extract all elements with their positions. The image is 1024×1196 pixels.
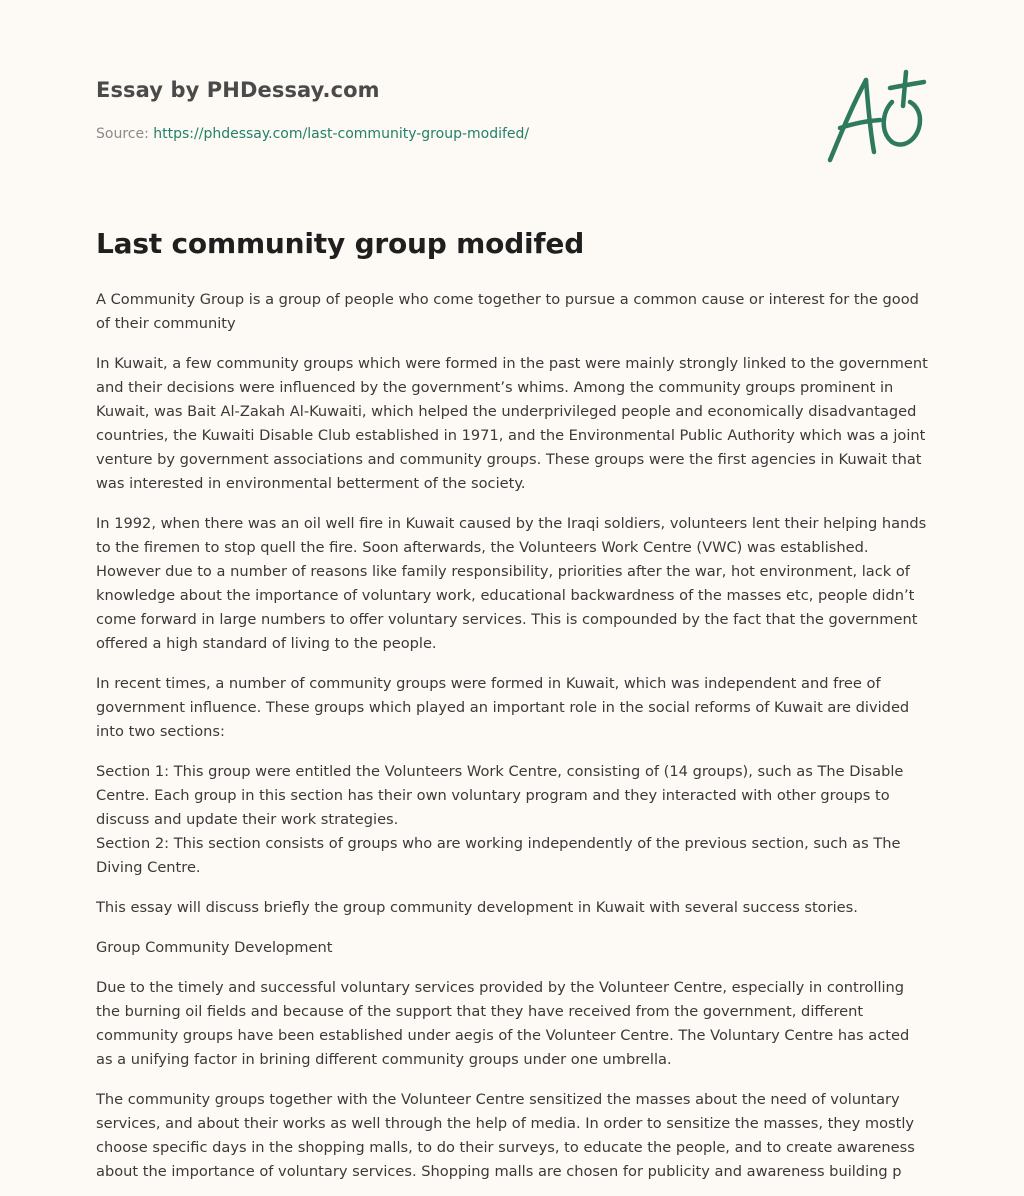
subheading: Group Community Development — [96, 939, 333, 956]
essay-paragraph: In recent times, a number of community groups were formed in Kuwait, which was independent and free of government influence. These groups which played an important role in the social reforms of Kuwait are divided into two sections: — [96, 675, 910, 740]
source-label: Source: — [96, 126, 149, 142]
site-brand: Essay by PHDessay.com — [96, 78, 380, 102]
essay-paragraph: In Kuwait, a few community groups which were formed in the past were mainly strongly linked to the government and their decisions were influenced by the government’s whims. Among the community groups prominent in Kuwait, was Bait Al-Zakah Al-Kuwaiti, which helped the underprivileged people and economically disadvantaged countries, the Kuwaiti Disable Club established in 1971, and the Environmental Public Authority which was a joint venture by government associations and community groups. These groups were the first agencies in Kuwait that was interested in environmental betterment of the society. — [96, 355, 928, 492]
essay-paragraph: A Community Group is a group of people who come together to pursue a common cause or interest for the good of their community — [96, 291, 919, 332]
essay-paragraph: The community groups together with the Volunteer Centre sensitized the masses about the need of voluntary services, and about their works as well through the help of media. In order to sensitize the masses, they mostly choose specific days in the shopping malls, to do their surveys, to educate the people, and to create awareness about the importance of voluntary services. Shopping malls are chosen for publicity and awareness building p — [96, 1091, 915, 1180]
essay-content — [96, 222, 930, 1196]
a-plus-logo-icon — [822, 66, 928, 166]
essay-paragraph: Due to the timely and successful voluntary services provided by the Volunteer Centre, especially in controlling the burning oil fields and because of the support that they have received from the government, different community groups have been established under aegis of the Volunteer Centre. The Voluntary Centre has acted as a unifying factor in brining different community groups under one umbrella. — [96, 979, 910, 1068]
source-line — [96, 124, 796, 144]
source-link[interactable]: https://phdessay.com/last-community-group-modifed/ — [153, 126, 530, 142]
section-1-text: Section 1: This group were entitled the Volunteers Work Centre, consisting of (14 groups), such as The Disable Centre. Each group in this section has their own voluntary program and they interacted with other groups to discuss and update their work strategies. — [96, 763, 904, 828]
section-2-text: Section 2: This section consists of groups who are working independently of the previous section, such as The Diving Centre. — [96, 835, 901, 876]
essay-paragraph: This essay will discuss briefly the group community development in Kuwait with several success stories. — [96, 899, 858, 916]
essay-paragraph: In 1992, when there was an oil well fire in Kuwait caused by the Iraqi soldiers, volunteers lent their helping hands to the firemen to stop quell the fire. Soon afterwards, the Volunteers Work Centre (VWC) was established. However due to a number of reasons like family responsibility, priorities after the war, hot environment, lack of knowledge about the importance of voluntary work, educational backwardness of the masses etc, people didn’t come forward in large numbers to offer voluntary services. This is compounded by the fact that the government offered a high standard of living to the people. — [96, 515, 927, 652]
essay-title: Last community group modifed — [96, 227, 585, 260]
page-header — [96, 76, 796, 144]
